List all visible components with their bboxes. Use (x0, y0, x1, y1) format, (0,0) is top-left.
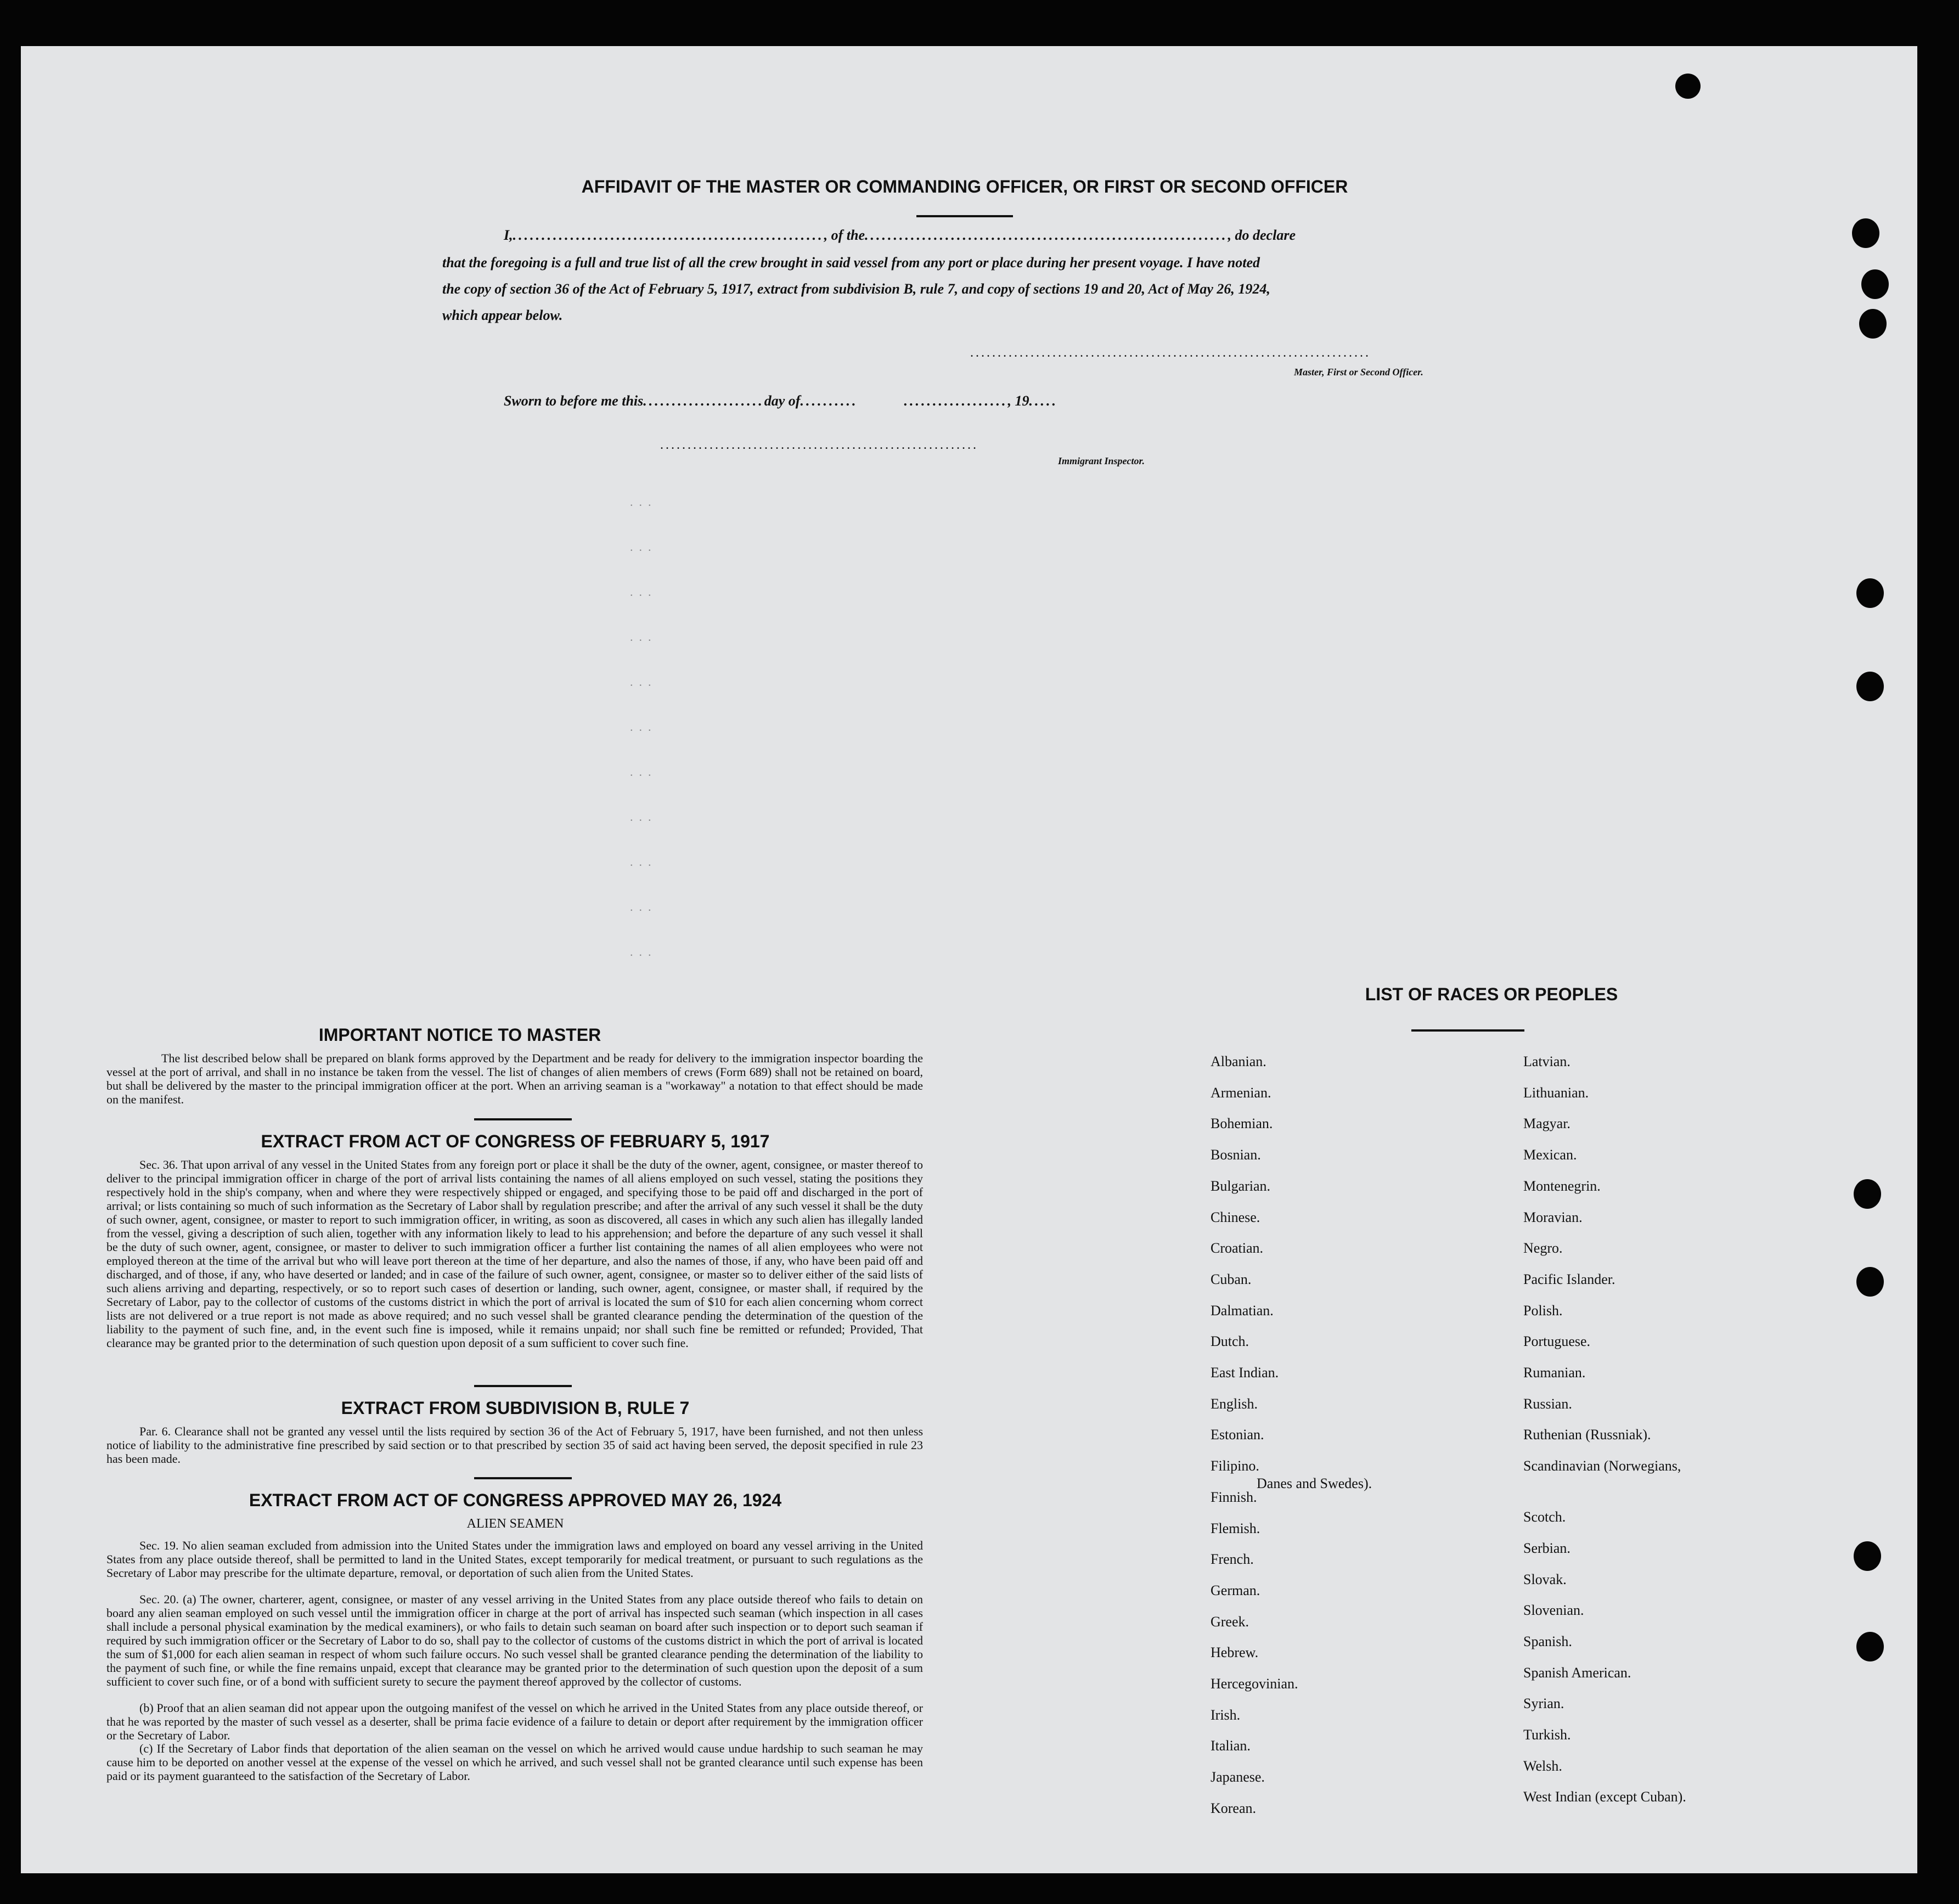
race-item: Italian. (1211, 1738, 1251, 1754)
notice-title: IMPORTANT NOTICE TO MASTER (318, 1025, 601, 1045)
race-item: East Indian. (1211, 1365, 1279, 1381)
affidavit-line-2: that the foregoing is a full and true list of all the crew brought in said vessel from any port or place during her present voyage. I have noted (442, 255, 1260, 271)
race-item: Bosnian. (1211, 1147, 1261, 1163)
race-item: Armenian. (1211, 1084, 1271, 1101)
rule-7-title: EXTRACT FROM SUBDIVISION B, RULE 7 (341, 1398, 690, 1418)
master-signature-line: ......................................................................... (970, 346, 1371, 360)
punch-hole (1856, 1267, 1884, 1297)
declare-label: , do declare (1228, 227, 1296, 243)
i-label: I, (504, 227, 513, 243)
punch-hole (1854, 1541, 1881, 1571)
section-rule (474, 1118, 572, 1120)
document-page (21, 46, 1917, 1873)
race-item: Pacific Islander. (1523, 1271, 1615, 1287)
race-item: Hebrew. (1211, 1644, 1259, 1661)
section-rule (474, 1385, 572, 1387)
bleed-through-marks: . . . . . . . . . . . . . . . . . . . . . . . . . . . . . . . . . (630, 495, 651, 959)
extract-1924-title: EXTRACT FROM ACT OF CONGRESS APPROVED MAY 26, 1924 (249, 1490, 782, 1510)
alien-seamen-subtitle: ALIEN SEAMEN (466, 1517, 564, 1531)
race-item: Scandinavian (Norwegians, (1523, 1458, 1681, 1474)
race-item: Welsh. (1523, 1757, 1562, 1774)
affidavit-title: AFFIDAVIT OF THE MASTER OR COMMANDING OFFICER, OR FIRST OR SECOND OFFICER (581, 177, 1348, 196)
race-item: Korean. (1211, 1800, 1257, 1816)
master-label: Master, First or Second Officer. (1294, 367, 1423, 378)
race-item: Greek. (1211, 1613, 1249, 1630)
day-of-label: day of (764, 393, 801, 409)
race-item: Serbian. (1523, 1540, 1570, 1556)
affidavit-line-4: which appear below. (442, 307, 563, 323)
race-item: Moravian. (1523, 1209, 1583, 1225)
race-item: Mexican. (1523, 1147, 1577, 1163)
race-item: Ruthenian (Russniak). (1523, 1427, 1651, 1443)
vessel-blank: ............................................................... (865, 227, 1228, 243)
extract-1917-text: Sec. 36. That upon arrival of any vessel in the United States from any foreign port or place it shall be the duty of the owner, agent, consignee, or master thereof to deliver to the principal immigration officer in charge of the port of arrival lists containing the names of all aliens employed on such vessel, stating the positions they respectively hold in the ship's company, when and where they were respectively shipped or engaged, and specifying those to be paid off and discharged in the port of arrival; or lists containing so much of such information as the Secretary of Labor shall by regulation prescribe; and after the arrival of any such vessel it shall be the duty of such owner, agent, consignee, or master to report to such immigration officer, in writing, as soon as discovered, all cases in which any such alien has illegally landed from the vessel, giving a description of such alien, together with any information likely to lead to his apprehension; and before the departure of any such vessel it shall be the duty of such owner, agent, consignee, or master to deliver to such immigration officer a further list containing the names of all alien employees who were not employed thereon at the time of the arrival but who will leave port thereon at the time of her departure, and also the names of those, if any, who have been paid off and discharged, and of those, if any, who have deserted or landed; and in case of the failure of such owner, agent, consignee, or master so to deliver either of the said lists of such aliens arriving and departing, respectively, or so to report such cases of desertion or landing, such owner, agent, consignee, or master shall, if required by the Secretary of Labor, pay to the collector of customs of the customs district in which the port of arrival is located the sum of $10 for each alien concerning whom correct lists are not delivered or a true report is not made as above required; and no such vessel shall be granted clearance pending the determination of the question of the liability to the payment of such fine, and, in the event such fine is imposed, while it remains unpaid; nor shall such fine be remitted or refunded; Provided, That clearance may be granted prior to the determination of such question upon deposit of a sum sufficient to cover such fine. (106, 1158, 923, 1350)
punch-hole (1856, 1632, 1884, 1661)
sworn-label: Sworn to before me this (504, 393, 644, 409)
race-item: Slovak. (1523, 1571, 1567, 1587)
punch-hole (1856, 578, 1884, 608)
punch-hole (1852, 218, 1879, 248)
title-rule (916, 215, 1013, 217)
affidavit-line-1 (504, 227, 1524, 244)
races-title: LIST OF RACES OR PEOPLES (1365, 984, 1618, 1004)
race-item: Spanish. (1523, 1633, 1572, 1649)
race-item: Filipino. (1211, 1458, 1259, 1474)
races-rule (1411, 1029, 1524, 1032)
punch-hole (1854, 1179, 1881, 1209)
race-item: Hercegovinian. (1211, 1676, 1298, 1692)
sworn-line (504, 393, 1058, 409)
race-item: Latvian. (1523, 1054, 1570, 1069)
race-item: Turkish. (1523, 1727, 1571, 1743)
race-item: Danes and Swedes). (1257, 1475, 1372, 1492)
race-item: West Indian (except Cuban). (1523, 1789, 1686, 1805)
race-item: Cuban. (1211, 1271, 1252, 1287)
month-blank: .......... .................. (800, 393, 1008, 409)
race-item: Portuguese. (1523, 1333, 1591, 1350)
race-item: Bohemian. (1211, 1116, 1273, 1132)
race-item: Bulgarian. (1211, 1178, 1271, 1194)
race-item: Rumanian. (1523, 1365, 1586, 1381)
date-blank: ..................... (643, 393, 764, 409)
of-label: , of the (824, 227, 865, 243)
race-item: Albanian. (1211, 1054, 1266, 1069)
race-item: Syrian. (1523, 1695, 1564, 1712)
sec-19-text: Sec. 19. No alien seaman excluded from admission into the United States under the immigration laws and employed on board any vessel arriving in the United States from any place outside thereof, shall be permitted to land in the United States, except temporarily for medical treatment, or pursuant to such regulations as the Secretary of Labor may prescribe for the ultimate departure, removal, or deportation of such alien from the United States. (106, 1539, 923, 1580)
race-item: Polish. (1523, 1302, 1563, 1319)
year-blank: ..... (1029, 393, 1058, 409)
race-item: Irish. (1211, 1706, 1241, 1723)
race-item: Montenegrin. (1523, 1178, 1601, 1194)
race-item: German. (1211, 1582, 1260, 1598)
race-item: English. (1211, 1395, 1258, 1412)
race-item: Chinese. (1211, 1209, 1260, 1225)
race-item: Lithuanian. (1523, 1084, 1589, 1101)
punch-hole (1859, 309, 1887, 339)
section-rule (474, 1477, 572, 1479)
race-item: Slovenian. (1523, 1602, 1584, 1619)
race-item: French. (1211, 1551, 1254, 1568)
sec-20a-text: Sec. 20. (a) The owner, charterer, agent, consignee, or master of any vessel arriving in the United States from any place outside thereof who fails to detain on board any alien seaman employed on such vessel until the immigration officer in charge at the port of arrival has inspected such seaman (which inspection in all cases shall include a personal physical examination by the medical examiners), or who fails to detain such seaman on board after such inspection or to deport such seaman if required by such immigration officer or the Secretary of Labor to do so, shall pay to the collector of customs of the customs district in which the port of arrival is located the sum of $1,000 for each alien seaman in respect of whom such failure occurs. No such vessel shall be granted clearance pending the determination of the liability to the payment of such fine, or while the fine remains unpaid, except that clearance may be granted prior to the determination of such question upon the deposit of a sum sufficient to cover such fine, or of a bond with sufficient surety to secure the payment thereof approved by the collector of customs. (106, 1592, 923, 1688)
race-item: Japanese. (1211, 1769, 1265, 1785)
race-item: Scotch. (1523, 1509, 1566, 1525)
rule-7-text: Par. 6. Clearance shall not be granted any vessel until the lists required by section 36 of the Act of February 5, 1917, have been furnished, and not then unless notice of liability to the administrative fine prescribed by said section or to that prescribed by section 35 of said act having been served, the deposit specified in rule 23 has been made. (106, 1424, 923, 1466)
sec-20c-text: (c) If the Secretary of Labor finds that deportation of the alien seaman on the vessel on which he arrived would cause undue hardship to such seaman he may cause him to be deported on another vessel at the expense of the vessel on which he arrived, and such vessel shall not be granted clearance until such expense has been paid or its payment guaranteed to the satisfaction of the Secretary of Labor. (106, 1742, 923, 1783)
race-item: Estonian. (1211, 1427, 1264, 1443)
race-item: Finnish. (1211, 1489, 1257, 1505)
race-item: Magyar. (1523, 1116, 1570, 1132)
race-item: Spanish American. (1523, 1664, 1631, 1681)
race-item: Dutch. (1211, 1333, 1249, 1350)
punch-hole (1856, 672, 1884, 701)
race-item: Russian. (1523, 1395, 1572, 1412)
extract-1917-title: EXTRACT FROM ACT OF CONGRESS OF FEBRUARY 5, 1917 (261, 1131, 770, 1151)
punch-hole (1861, 269, 1889, 299)
race-item: Flemish. (1211, 1520, 1260, 1536)
name-blank: ...................................................... (513, 227, 824, 243)
affidavit-line-3: the copy of section 36 of the Act of February 5, 1917, extract from subdivision B, rule 7, and copy of sections 19 and 20, Act of May 26, 1924, (442, 281, 1270, 297)
inspector-signature-line: .......................................................... (660, 438, 978, 452)
punch-hole (1675, 74, 1701, 99)
year-label: , 19 (1007, 393, 1029, 409)
notice-text: The list described below shall be prepared on blank forms approved by the Department and be ready for delivery to the immigration inspector boarding the vessel at the port of arrival, and shall in no instance be taken from the vessel. The list of changes of alien members of crews (Form 689) shall not be retained on board, but shall be delivered by the master to the principal immigration officer at the port. When an arriving seaman is a "workaway" a notation to that effect should be made on the manifest. (106, 1051, 923, 1106)
race-item: Croatian. (1211, 1240, 1264, 1257)
sec-20b-text: (b) Proof that an alien seaman did not appear upon the outgoing manifest of the vessel on which he arrived in the United States from any place outside thereof, or that he was reported by the master of such vessel as a deserter, shall be prima facie evidence of a failure to detain or deport after requirement by the immigration officer or the Secretary of Labor. (106, 1701, 923, 1742)
race-item: Dalmatian. (1211, 1302, 1274, 1319)
race-item: Negro. (1523, 1240, 1563, 1257)
inspector-label: Immigrant Inspector. (1058, 455, 1145, 466)
